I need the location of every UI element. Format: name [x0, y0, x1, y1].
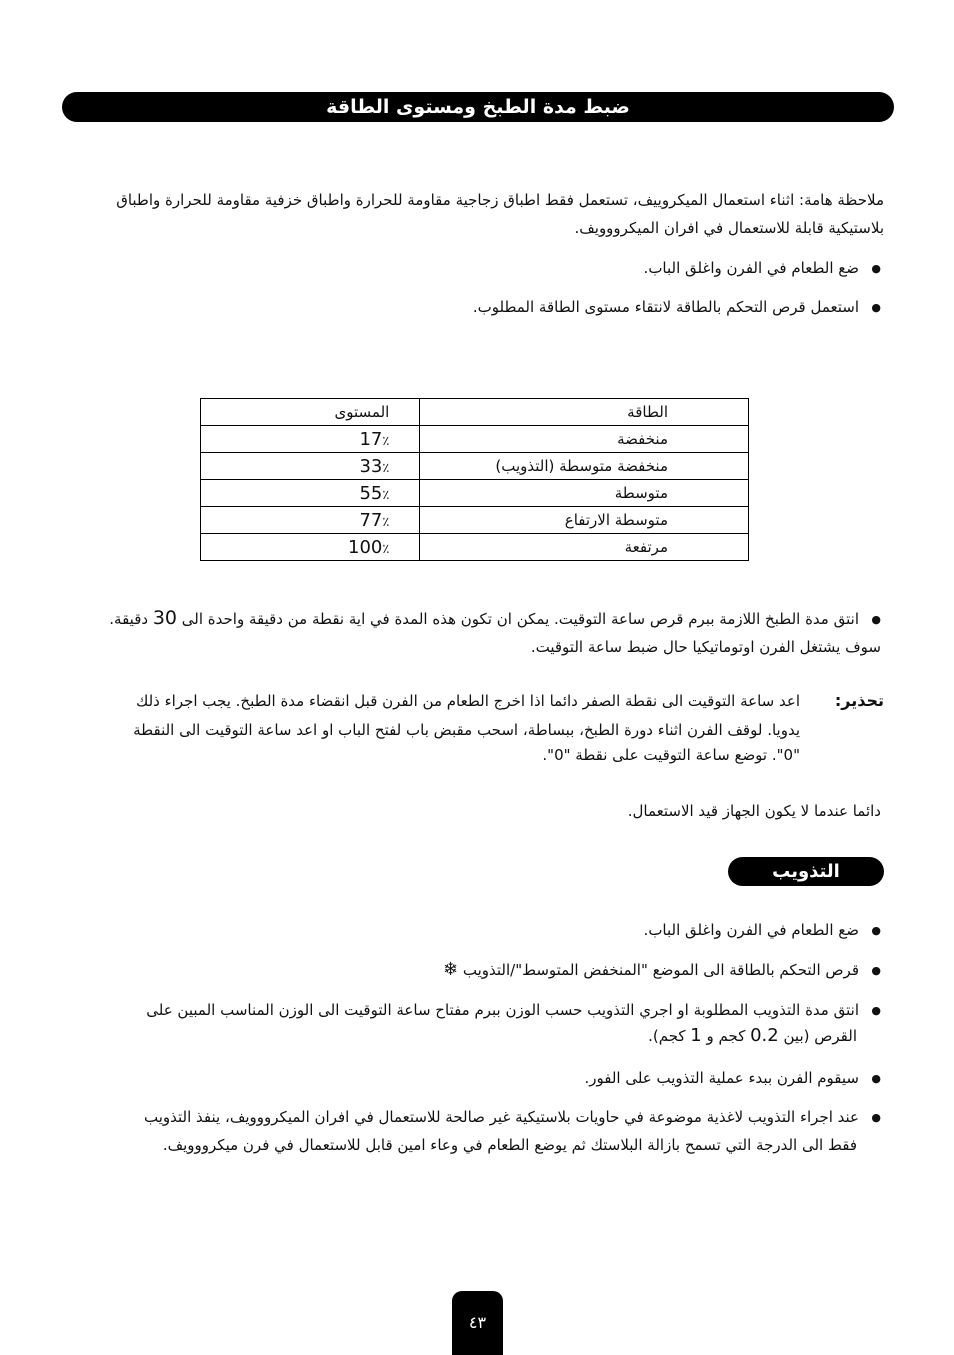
defrost-step-3: ●انتق مدة التذويب المطلوبة او اجري التذويب حسب الوزن ببرم مفتاح ساعة التوقيت الى الوزن المناسب المبين على	[61, 996, 881, 1025]
power-cell: منخفضة متوسطة (التذويب)	[420, 453, 749, 480]
bullet-icon: ●	[871, 1072, 881, 1085]
important-note: ملاحظة هامة: اثناء استعمال الميكروييف، تستعمل فقط اطباق زجاجية مقاومة للحرارة واطباق خزفية مقاومة للحرارة واطباق بلاستيكية قابلة للاستعمال في افران الميكرووويف.	[116, 191, 884, 237]
page-number-tab	[452, 1291, 503, 1355]
defrost-snowflake-icon: ❄	[442, 959, 459, 980]
bullet-icon: ●	[871, 924, 881, 937]
warning-line-3: "0". توضع ساعة التوقيت على نقطة "0".	[542, 746, 800, 764]
step-place-food: ●ضع الطعام في الفرن واغلق الباب.	[81, 254, 881, 283]
table-header-row	[201, 399, 749, 426]
defrost-title: التذويب	[772, 861, 840, 882]
bullet-icon: ●	[871, 1004, 881, 1017]
bullet-icon: ●	[871, 1111, 881, 1124]
always-note: دائما عندما لا يكون الجهاز قيد الاستعمال.	[627, 802, 881, 820]
header-power: الطاقة	[420, 399, 749, 426]
table-row	[201, 534, 749, 561]
page-number: ٤٣	[468, 1313, 487, 1332]
level-cell: 17٪	[201, 426, 420, 453]
table-row	[201, 507, 749, 534]
step-set-time: ●انتق مدة الطبخ اللازمة ببرم قرص ساعة التوقيت. يمكن ان تكون هذه المدة في اية نقطة من دقيقة واحدة الى 30 دقيقة.	[61, 604, 881, 634]
header-level: المستوى	[201, 399, 420, 426]
level-cell: 100٪	[201, 534, 420, 561]
defrost-step-2: ●قرص التحكم بالطاقة الى الموضع "المنخفض المتوسط"/التذويب ❄	[81, 956, 881, 985]
defrost-step-3-cont: القرص (بين 0.2 كجم و 1 كجم).	[648, 1025, 857, 1046]
auto-start-note: سوف يشتغل الفرن اوتوماتيكيا حال ضبط ساعة التوقيت.	[530, 638, 881, 656]
defrost-step-5-cont: فقط الى الدرجة التي تسمح بازالة البلاستك ثم يوضع الطعام في وعاء امين قابل للاستعمال في فرن ميكرووويف.	[162, 1136, 857, 1154]
bullet-icon: ●	[871, 262, 881, 275]
bullet-icon: ●	[871, 301, 881, 314]
power-cell: مرتفعة	[420, 534, 749, 561]
power-cell: متوسطة	[420, 480, 749, 507]
step-select-power: ●استعمل قرص التحكم بالطاقة لانتقاء مستوى الطاقة المطلوب.	[81, 293, 881, 322]
warning-label: تحذير:	[834, 691, 884, 710]
level-cell: 55٪	[201, 480, 420, 507]
defrost-step-1: ●ضع الطعام في الفرن واغلق الباب.	[81, 916, 881, 945]
table-row	[201, 426, 749, 453]
defrost-step-5: ●عند اجراء التذويب لاغذية موضوعة في حاويات بلاستيكية غير صالحة للاستعمال في افران الميكرووويف، ينفذ التذويب	[61, 1103, 881, 1132]
table-row	[201, 480, 749, 507]
power-cell: متوسطة الارتفاع	[420, 507, 749, 534]
power-level-table	[200, 398, 749, 561]
defrost-step-4: ●سيقوم الفرن ببدء عملية التذويب على الفور.	[81, 1064, 881, 1093]
warning-line-1: اعد ساعة التوقيت الى نقطة الصفر دائما اذا اخرج الطعام من الفرن قبل انقضاء مدة الطبخ. يجب اجراء ذلك	[135, 692, 800, 710]
power-cell: منخفضة	[420, 426, 749, 453]
defrost-title-bar	[728, 857, 884, 886]
warning-line-2: يدويا. لوقف الفرن اثناء دورة الطبخ، ببساطة، اسحب مقبض باب لفتح الباب او اعد ساعة التوقيت الى النقطة	[133, 721, 800, 739]
section-title: ضبط مدة الطبخ ومستوى الطاقة	[326, 96, 630, 118]
section-title-bar	[62, 92, 894, 122]
level-cell: 77٪	[201, 507, 420, 534]
level-cell: 33٪	[201, 453, 420, 480]
bullet-icon: ●	[871, 613, 881, 626]
table-row	[201, 453, 749, 480]
bullet-icon: ●	[871, 964, 881, 977]
